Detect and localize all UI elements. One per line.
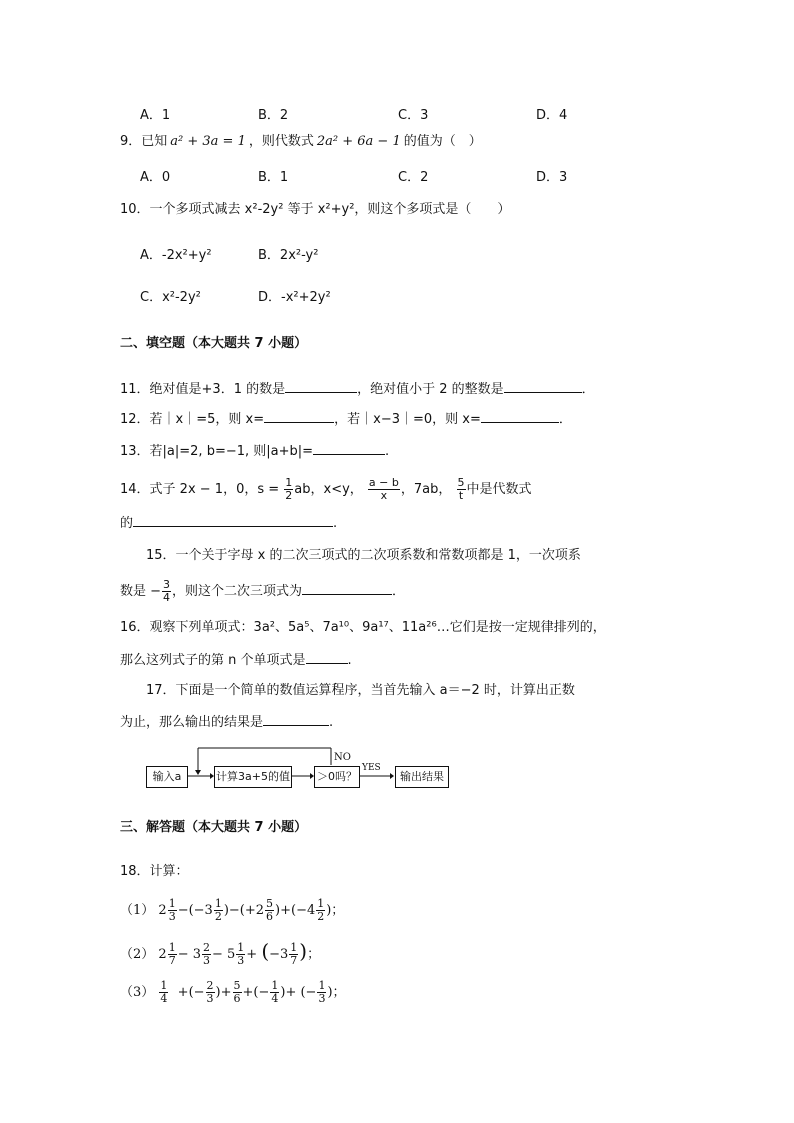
- q8-option-c: C．3: [398, 108, 429, 123]
- answer-blank[interactable]: [133, 512, 333, 527]
- answer-blank[interactable]: [313, 440, 385, 455]
- question-15: 15．一个关于字母 x 的二次三项式的二次项系数和常数项都是 1，一次项系: [146, 548, 581, 563]
- fraction-one-half: $\frac{1}{2}$: [285, 476, 293, 502]
- q8-option-d: D．4: [536, 108, 568, 123]
- question-15-cont: 数是 − $\frac{3}{4}$ ，则这个二次三项式为 ．: [120, 578, 406, 604]
- q10-option-d: D．-x²+2y²: [258, 290, 331, 305]
- flow-output-box: 输出结果: [395, 766, 449, 788]
- answer-blank[interactable]: [264, 408, 334, 423]
- question-17: 17．下面是一个简单的数值运算程序，当首先输入 a＝−2 时，计算出正数: [146, 683, 575, 698]
- question-12: 12．若｜x｜=5，则 x= ，若｜x−3｜=0，则 x= ．: [120, 408, 572, 430]
- answer-blank[interactable]: [285, 378, 357, 393]
- flow-condition-box: ＞0吗？: [314, 766, 360, 788]
- q18-part-3: （3） $\frac{1}{4}$ +(− $\frac{2}{3}$ )+ $\frac{5}{6}$ +(− $\frac{1}{4}$ )+ (− $\frac{1}{3}$ )；: [120, 979, 346, 1005]
- section-3-heading: 三、解答题（本大题共 7 小题）: [120, 820, 308, 835]
- question-11: 11．绝对值是+3．1 的数是 ，绝对值小于 2 的整数是 ．: [120, 378, 595, 400]
- question-10: 10．一个多项式减去 x²-2y² 等于 x²+y²，则这个多项式是（ ）: [120, 202, 511, 217]
- q9-option-c: C．2: [398, 170, 429, 185]
- q8-option-b: B．2: [258, 108, 289, 123]
- q10-option-b: B．2x²-y²: [258, 248, 319, 263]
- answer-blank[interactable]: [481, 408, 559, 423]
- answer-blank[interactable]: [263, 711, 329, 726]
- flow-yes-label: YES: [362, 763, 381, 773]
- answer-blank[interactable]: [504, 378, 582, 393]
- question-16: 16．观察下列单项式：3a²、5a⁵、7a¹⁰、9a¹⁷、11a²⁶…它们是按一定规律排列的，: [120, 620, 606, 635]
- q10-option-c: C．x²-2y²: [140, 290, 201, 305]
- section-2-heading: 二、填空题（本大题共 7 小题）: [120, 336, 308, 351]
- flow-no-label: NO: [334, 752, 351, 763]
- question-9: 9．已知 a² + 3a = 1 ，则代数式 2a² + 6a − 1 的值为（ ）: [120, 134, 482, 149]
- flow-calc-box: 计算3a+5的值: [214, 766, 292, 788]
- question-13: 13．若|a|=2, b=−1, 则|a+b|= .: [120, 440, 389, 462]
- fraction-5-over-t: $\frac{5}{t}$: [457, 476, 465, 502]
- question-14: 14．式子 2x − 1，0，s = $\frac{1}{2}$ ab，x<y， $\frac{a - b}{x}$ ，7ab， $\frac{5}{t}$ 中是代数式: [120, 476, 532, 502]
- answer-blank[interactable]: [302, 580, 392, 595]
- q9-option-a: A．0: [140, 170, 171, 185]
- fraction-a-minus-b-over-x: $\frac{a - b}{x}$: [368, 476, 399, 502]
- q10-option-a: A．-2x²+y²: [140, 248, 212, 263]
- question-17-cont: 为止，那么输出的结果是 .: [120, 711, 333, 733]
- q9-option-b: B．1: [258, 170, 289, 185]
- q18-part-1: （1） 2 $\frac{1}{3}$ −(−3 $\frac{1}{2}$ )−(+2 $\frac{5}{6}$ )+(−4 $\frac{1}{2}$ )；: [120, 897, 345, 923]
- flow-input-box: 输入a: [146, 766, 188, 788]
- q18-part-2: （2） 2 $\frac{1}{7}$ − 3 $\frac{2}{3}$ − 5 $\frac{1}{3}$ + (−3 $\frac{1}{7}$ )；: [120, 939, 321, 967]
- question-18: 18．计算：: [120, 864, 189, 879]
- fraction-three-quarters: $\frac{3}{4}$: [163, 578, 171, 604]
- q9-option-d: D．3: [536, 170, 568, 185]
- question-16-cont: 那么这列式子的第 n 个单项式是 .: [120, 649, 352, 671]
- question-14-cont: 的 .: [120, 512, 337, 534]
- answer-blank[interactable]: [306, 649, 348, 664]
- q8-option-a: A．1: [140, 108, 171, 123]
